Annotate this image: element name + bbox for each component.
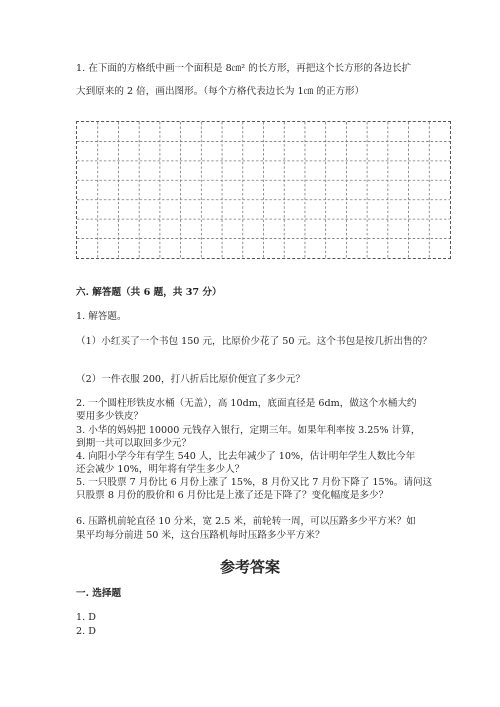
answers-section-label: 一. 选择题: [76, 588, 122, 599]
section-6-q5-line-2: 只股票 8 月份的股价和 6 月份比是上涨了还是下降了？变化幅度是多少？: [76, 490, 389, 501]
answers-title: 参考答案: [219, 558, 280, 576]
question-1-line-2: 大到原来的 2 倍，画出图形。（每个方格代表边长为 1㎝ 的正方形）: [76, 86, 365, 97]
section-6-q3-line-2: 到期一共可以取回多少元？: [76, 438, 192, 449]
grid-paper: [76, 121, 451, 259]
section-6-q4-line-1: 4. 向阳小学今年有学生 540 人，比去年减少了 10%，估计明年学生人数比今年: [76, 451, 416, 462]
section-6-q2-line-1: 2. 一个圆柱形铁皮水桶（无盖），高 10dm，底面直径是 6dm，做这个水桶大约: [76, 398, 417, 409]
section-6-q6-line-1: 6. 压路机前轮直径 10 分米，宽 2.5 米，前轮转一周，可以压路多少平方米？如: [76, 516, 416, 527]
section-6-q2-line-2: 要用多少铁皮？: [76, 411, 144, 422]
answer-item: 2. D: [76, 626, 96, 637]
section-6-q1-sub2: （2）一件衣服 200，打八折后比原价便宜了多少元？: [76, 374, 305, 385]
grid-lines: [77, 122, 450, 258]
section-6-q6-line-2: 果平均每分前进 50 米，这台压路机每时压路多少平方米？: [76, 530, 325, 541]
question-1-line-1: 1. 在下面的方格纸中画一个面积是 8㎝² 的长方形，再把这个长方形的各边长扩: [76, 63, 412, 74]
section-6-q1-sub1: （1）小红买了一个书包 150 元，比原价少花了 50 元。这个书包是按几折出售的？: [76, 336, 432, 347]
answer-item: 1. D: [76, 612, 96, 623]
section-6-q4-line-2: 还会减少 10%，明年将有学生多少人？: [76, 464, 245, 475]
section-6-q1-label: 1. 解答题。: [76, 311, 127, 322]
section-6-header: 六. 解答题（共 6 题，共 37 分）: [76, 287, 222, 298]
section-6-q5-line-1: 5. 一只股票 7 月份比 6 月份上涨了 15%，8 月份又比 7 月份下降了 15%。请问这: [76, 477, 433, 488]
section-6-q3-line-1: 3. 小华的妈妈把 10000 元钱存入银行，定期三年。如果年利率按 3.25% 计算，: [76, 425, 421, 436]
